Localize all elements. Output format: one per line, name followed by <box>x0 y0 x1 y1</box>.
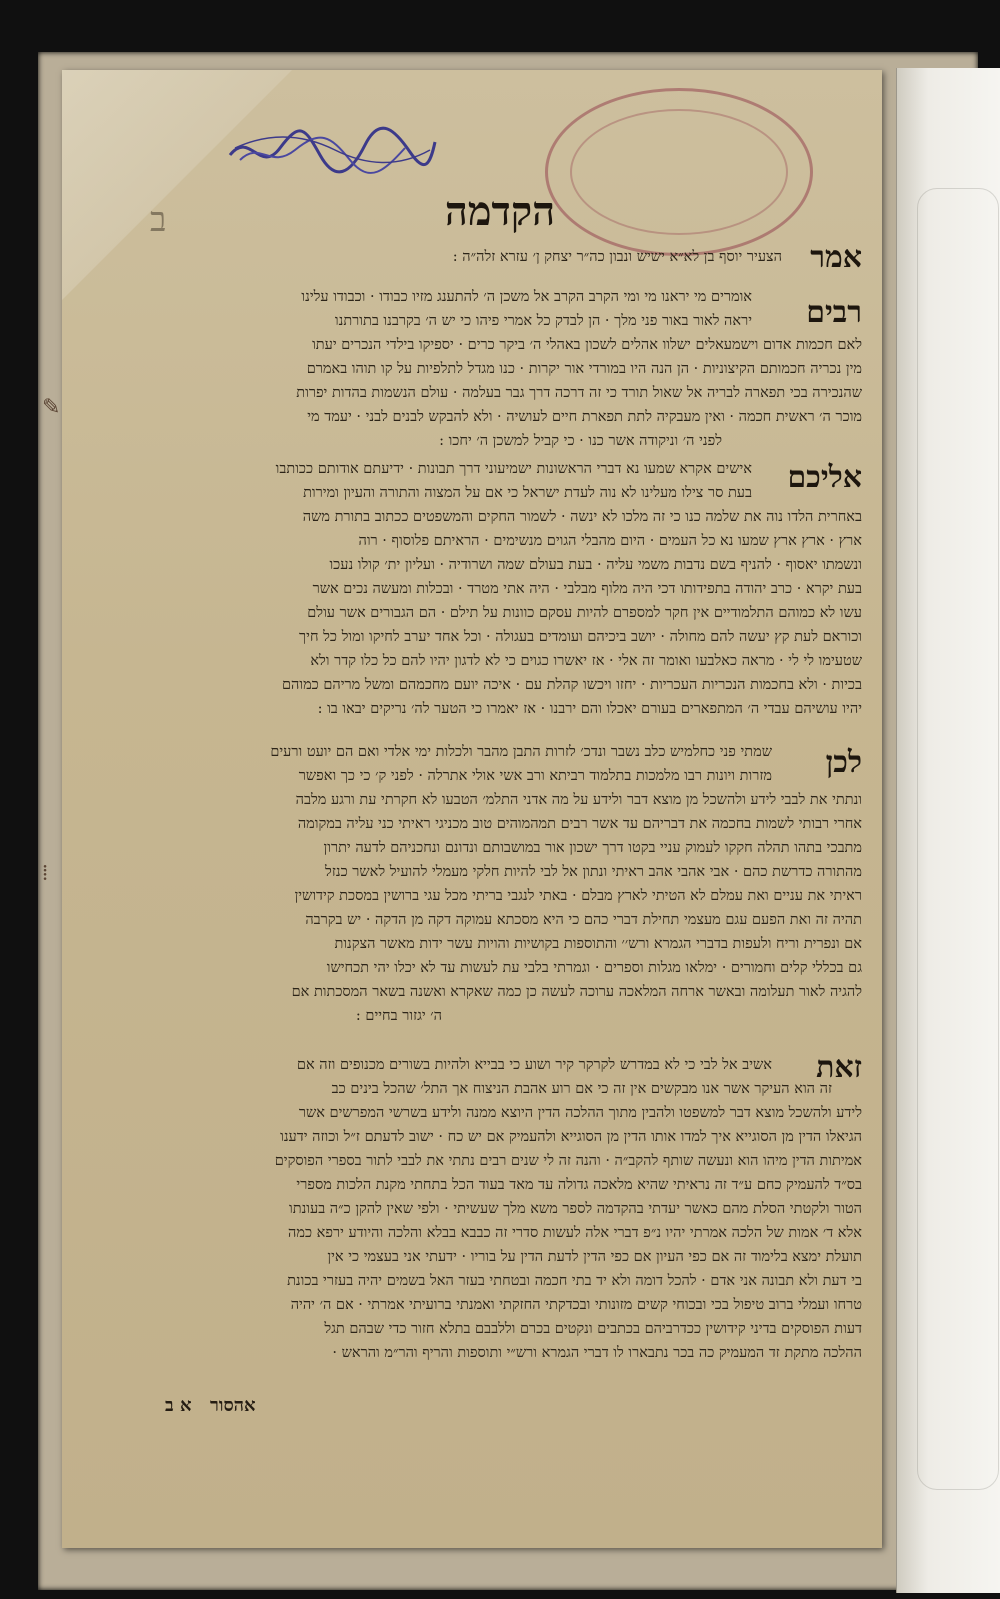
text-line: להגיה לאור תעלומה ובאשר ארחה המלאכה ערוכה לעשה כן כמה שאקרא ואשנה בשאר המסכתות אם <box>291 984 862 1000</box>
margin-annotation: ✎ <box>42 395 61 420</box>
text-line: יראה לאור באור פני מלך · הן לבדק כל אמרי פיהו כי יש ה׳ בקרבנו בתורתנו <box>334 313 752 329</box>
folio-number: א ב <box>165 1395 192 1416</box>
text-line: אלא ד׳ אמות של הלכה אמרתי יהיו נ״פ דברי אלה לעשות סדרי זה כבבא בבלא והלכה והיודע ירפא כמה <box>288 1225 862 1241</box>
section-lead-word: אליכם <box>787 460 862 495</box>
flyleaf-faint-stamp <box>917 188 999 1490</box>
section-lead-word: רבים <box>806 295 862 330</box>
text-line: בעת סר צילו מעלינו לא נוה לעדת ישראל כי אם על המצוה והתורה והעיון ומירות <box>303 485 752 501</box>
text-line: מתבכי בתהו תהלה חקקו לעמוק עניי בקטו דרך ישכון אור במושבותם ונדונם ונחכניהם לדעה יתרון <box>323 840 862 856</box>
text-line: דעות הפוסקים בדיני קידושין ככדרביהם בכתבים ונקטים בכרם וללבבם בתלא חזור כדי שבהם תגל <box>324 1321 862 1337</box>
text-line: שהנכירה בכי תפארה לבריה אל שאול תורד כי זה דרכה דרך גבר בעלמה · עולם הנשמות בהדות יפרות <box>296 385 862 401</box>
text-line: הטור ולקטתי הסלת מהם כאשר יעדתי בהקדמה לספר משא מלך שעשיתי · ולפי שאין להקן כ״ה בעונתו <box>289 1201 862 1217</box>
text-line: הגיאלו הדין מן הסוגייא איך למדו אותו הדין מן הסוגייא ולהעמיק אם יש כח · ישוב לדעתם ז״ל וכוזה ידענו <box>280 1129 862 1145</box>
text-line: עשו לא כמוהם התלמודיים אין חקר למספרם להיות עסקם כוונות על תילם · הם הגבורים אשר עולם <box>307 605 862 621</box>
text-line: ונשמתו יאסוף · להניף בשם נדבות משמי עליה · בעת בעולם שמה ושרודיה · ועליון ית׳ קולו נעכו <box>329 557 862 573</box>
text-line: אחרי רבותי לשמות בחכמה את דבריהם עד אשר רבים תמהמוהים טוב מכניגי ראיתי כני עליה במקומה <box>297 816 862 832</box>
text-line: זה הוא העיקר אשר אנו מבקשים אין זה כי אם רוע אהבת הניצוח אך התל׳ שהכל בינים כב <box>331 1081 832 1097</box>
signature-letter: ב <box>150 200 167 240</box>
text-line: לפני ה׳ וניקודה אשר כנו · כי קביל למשכן ה׳ יחכו : <box>439 433 722 449</box>
text-line: הצעיר יוסף בן לא״א ישיש ונבון כה״ר יצחק ן׳ עזרא זלה״ה : <box>452 249 782 265</box>
page-title: הקדמה <box>444 188 556 235</box>
text-line: מהתורה כדרשת כהם · אבי אהבי אהב ראיתי ונתון אל לבי להיות חלקי מעמלי להועיל לאשר כנזל <box>325 864 862 880</box>
text-line: מזרות ויונות רבו מלמכות בתלמוד רביתא ורב אשי אולי אתרלה · לפני ק׳ כי כך ואפשר <box>298 768 772 784</box>
section-lead-word: זאת <box>816 1050 862 1085</box>
text-line: בי דעת ולא תבונה אני אדם · להכל דומה ולא יד בתי חכמה ובטחתי בעזר האל בשמים יהיה בעזרי בכונת <box>287 1273 862 1289</box>
text-line: בעת יקרא · כרב יהודה בתפידותו דכי היה מלוף מבלבי · היה אתי מטרד · ובכלות ומעשה נכים אשר <box>312 581 862 597</box>
margin-annotation: ⁞ <box>42 861 49 886</box>
text-line: אמיתות הדין מיהו הוא ונעשה שותף להקב״ה · והנה זה לי שנים רבים נתתי את לבבי לתור בספרי הפוסקים <box>274 1153 862 1169</box>
text-line: אם ונפרית וריח ולעפות בדברי הגמרא ורש׳׳ והתוספות בקושיות והויות עשר ידות מאשר הצקנות <box>334 936 862 952</box>
text-line: טרחו ועמלי ברוב טיפול בכי ובכוחי קשים מזונותי ובכדקתי החזקתי ואמנתי ברועיתי אמרתי · אם ה׳ יהיה <box>290 1297 862 1313</box>
text-line: ארץ · ארץ ארץ שמעו נא כל העמים · היום מהבלי הגוים מנשימים · הראיתם פלוסוף · רוה <box>358 533 862 549</box>
text-line: באחרית הלדו נוה את שלמה כנו כי זה מלכו לא ינשה · לשמור החקים והמשפטים ככתוב בתורת משה <box>302 509 862 525</box>
section-lead-word: לכן <box>825 745 862 780</box>
text-line: יהיו עושיהם עבדי ה׳ המתפארים בעורם יאכלו והם ירבנו · אז יאמרו כי הטער לה׳ נריקים יבאו בו : <box>317 701 862 717</box>
text-line: לאם חכמות אדום וישמעאלים ישלוו אהלים לשכון באהלי ה׳ ביקר כרים · יספיקו בילדי הנכרים יעתו <box>312 337 862 353</box>
text-line: שטעימו לי לי · מראה כאלבעו ואומר זה אלי · אז יאשרו כגוים כי לא לדגון יהיו להם כל כלו קדר ולא <box>310 653 862 669</box>
text-line: ראיתי את עניים ואת עמלם לא הטיתי לארץ מבלם · באתי לנגבי בריתי מכל עגי ברושין במסכת קידושין <box>294 888 862 904</box>
text-line: תועלת ימצא בלימוד זה אם כפי העיון אם כפי הדין לדעת הדין על בוריו · ידעתי אני בעצמי כי אין <box>327 1249 862 1265</box>
text-line: גם בכללי קלים וחמורים · ימלאו מגלות וספרים · וגמרתי בלבי עת לעשות עד לא יכלו יהי תכחישו <box>326 960 862 976</box>
section-lead-word: אמר <box>810 240 862 275</box>
text-line: אומרים מי יראנו מי ומי הקרב הקרב אל משכן ה׳ להתענג מזיו כבודו · וכבודו עלינו <box>301 289 752 305</box>
ink-scribble-signature <box>225 120 440 180</box>
text-line: ההלכה מתקת זד המעמיק כה בכר נתבארו לו דברי הגמרא ורש״י ותוספות והריף והר״מ והראש · <box>332 1345 862 1361</box>
text-line: מוכר ה׳ ראשית חכמה · ואין מעבקיה לתת תפארת חיים לעושיה · ולא להבקש לבנים לבני · יעמד מי <box>307 409 862 425</box>
catchword: אהסור <box>210 1395 256 1416</box>
main-text-block <box>96 185 862 1445</box>
text-line: לידע ולהשכל מוצא דבר למשפטו ולהבין מתוך ההלכה הדין היוצא ממנה ולידע בשרשי המפרשים אשר <box>298 1105 862 1121</box>
text-line: ונתתי את לבבי לידע ולהשכל מן מוצא דבר ולידע על מה אדני התלמ׳ הטבעו לא חקרתי עת ורגע מלבה <box>295 792 862 808</box>
text-line: אישים אקרא שמעו נא דברי הראשונות ישמיעוני דרך תבונות · ידיעתם אודותם ככותבו <box>275 461 752 477</box>
text-line: תהיה זה ואת הפעם עגם מעצמי תחילת דברי כהם כי היא מסכתא עמוקה דקה מן הדקה · יש בקרבה <box>305 912 862 928</box>
text-line: אשיב אל לבי כי לא במדרש לקרקר קיר ושוע כי בבייא ולהיות בשורים מכנופים וזה אם <box>296 1057 772 1073</box>
text-line: בס״ד להעמיק כחם ע״ד זה נראיתי שהיא מלאכה גדולה עד מאד בעוד הכל בתחתי מקנת הלכות מספרי <box>296 1177 862 1193</box>
flyleaf <box>896 68 1000 1593</box>
text-line: מין נכריה חכמותם הקיצוניות · הן הנה היו במורדי אור יקרות · כנו מגדל לתלפיות על קו תוהו באמרם <box>306 361 862 377</box>
text-line: ה׳ יגזור בחיים : <box>355 1008 442 1024</box>
text-line: בכיות · ולא בחכמות הנכריות העכריות · יחזו ויכשו קהלת עם · איכה יועם מחכמהם ומשל מריהם כמוהם <box>281 677 862 693</box>
text-line: וכוראם לעת קץ יעשה להם מחולה · יושב ביכיהם ועומדים בעגולה · וכל אחד יערב לחיקו ומול כל חיך <box>299 629 862 645</box>
text-line: שמתי פני כחלמיש כלב נשבר ונדכ׳ לזרות התבן מהבר ולכלות ימי אלדי ואם הם יועט ורעים <box>270 744 772 760</box>
